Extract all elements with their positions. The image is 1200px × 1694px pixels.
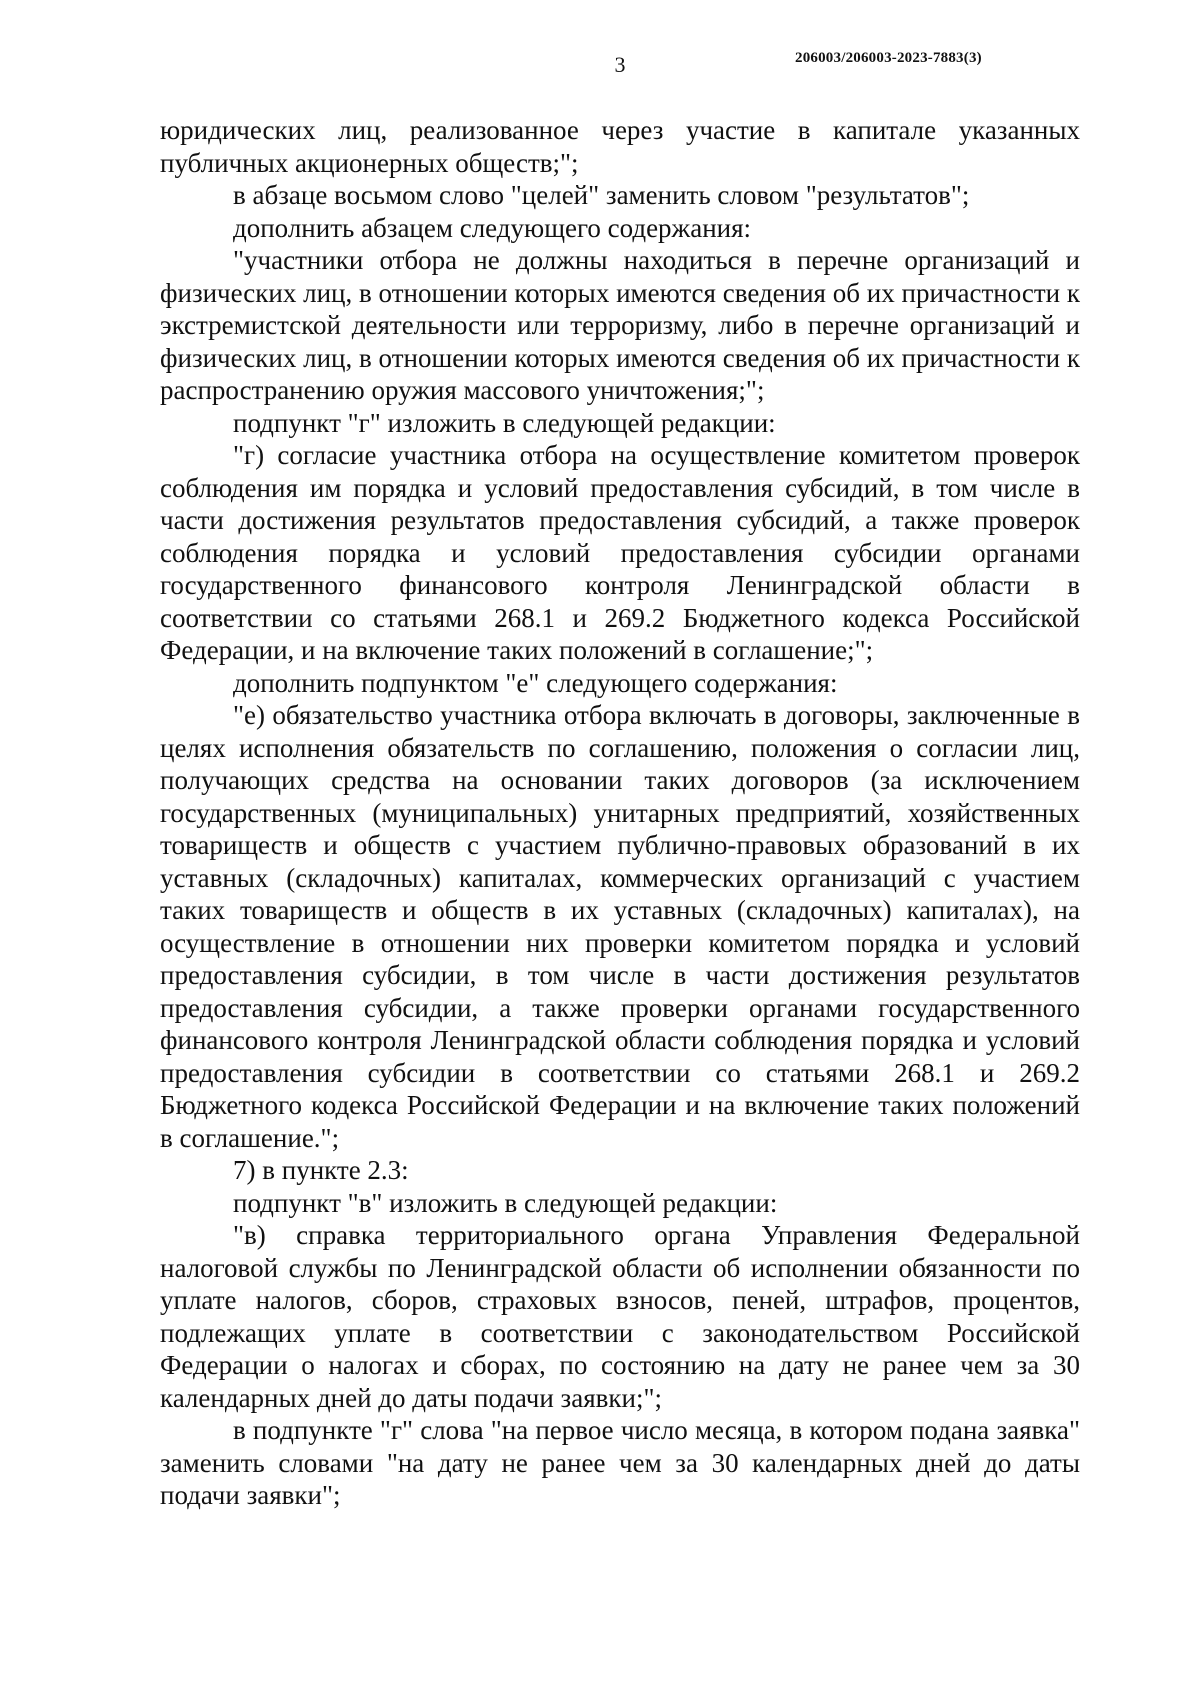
paragraph: юридических лиц, реализованное через участие в капитале указанных публичных акционерных обществ;"; — [160, 115, 1080, 178]
document-body — [160, 114, 1080, 1512]
paragraph: подпункт "г" изложить в следующей редакции: — [233, 407, 776, 438]
page-number: 3 — [614, 52, 626, 77]
paragraph: "г) согласие участника отбора на осуществление комитетом проверок соблюдения им порядка и условий предоставления субсидий, в том числе в части достижения результатов предоставления субсидий, а также проверок соблюдения порядка и условий предоставления субсидии органами государственного финансового контроля Ленинградской области в соответствии со статьями 268.1 и 269.2 Бюджетного кодекса Российской Федерации, и на включение таких положений в соглашение;"; — [160, 440, 1080, 665]
paragraph: "участники отбора не должны находиться в перечне организаций и физических лиц, в отношении которых имеются сведения об их причастности к экстремистской деятельности или терроризму, либо в перечне организаций и физических лиц, в отношении которых имеются сведения об их причастности к распространению оружия массового уничтожения;"; — [160, 245, 1080, 405]
paragraph: "в) справка территориального органа Управления Федеральной налоговой службы по Ленинградской области об исполнении обязанности по уплате налогов, сборов, страховых взносов, пеней, штрафов, процентов, подлежащих уплате в соответствии с законодательством Российской Федерации о налогах и сборах, по состоянию на дату не ранее чем за 30 календарных дней до даты подачи заявки;"; — [160, 1220, 1080, 1413]
paragraph: "е) обязательство участника отбора включать в договоры, заключенные в целях исполнения обязательств по соглашению, положения о согласии лиц, получающих средства на основании таких договоров (за исключением государственных (муниципальных) унитарных предприятий, хозяйственных товариществ и обществ с участием публично-правовых образований в их уставных (складочных) капиталах, коммерческих организаций с участием таких товариществ и обществ в их уставных (складочных) капиталах), на осуществление в отношении них проверки комитетом порядка и условий предоставления субсидии, в том числе в части достижения результатов предоставления субсидии, а также проверки органами государственного финансового контроля Ленинградской области соблюдения порядка и условий предоставления субсидии в соответствии со статьями 268.1 и 269.2 Бюджетного кодекса Российской Федерации и на включение таких положений в соглашение."; — [160, 700, 1080, 1153]
paragraph: дополнить подпунктом "е" следующего содержания: — [233, 667, 838, 698]
paragraph: в подпункте "г" слова "на первое число месяца, в котором подана заявка" заменить словами "на дату не ранее чем за 30 календарных дней до даты подачи заявки"; — [160, 1415, 1080, 1510]
paragraph: в абзаце восьмом слово "целей" заменить словом "результатов"; — [233, 180, 970, 210]
paragraph: дополнить абзацем следующего содержания: — [233, 212, 752, 243]
paragraph: подпункт "в" изложить в следующей редакции: — [233, 1187, 778, 1218]
document-registration-number: 206003/206003-2023-7883(3) — [795, 50, 982, 66]
paragraph: 7) в пункте 2.3: — [233, 1155, 409, 1185]
